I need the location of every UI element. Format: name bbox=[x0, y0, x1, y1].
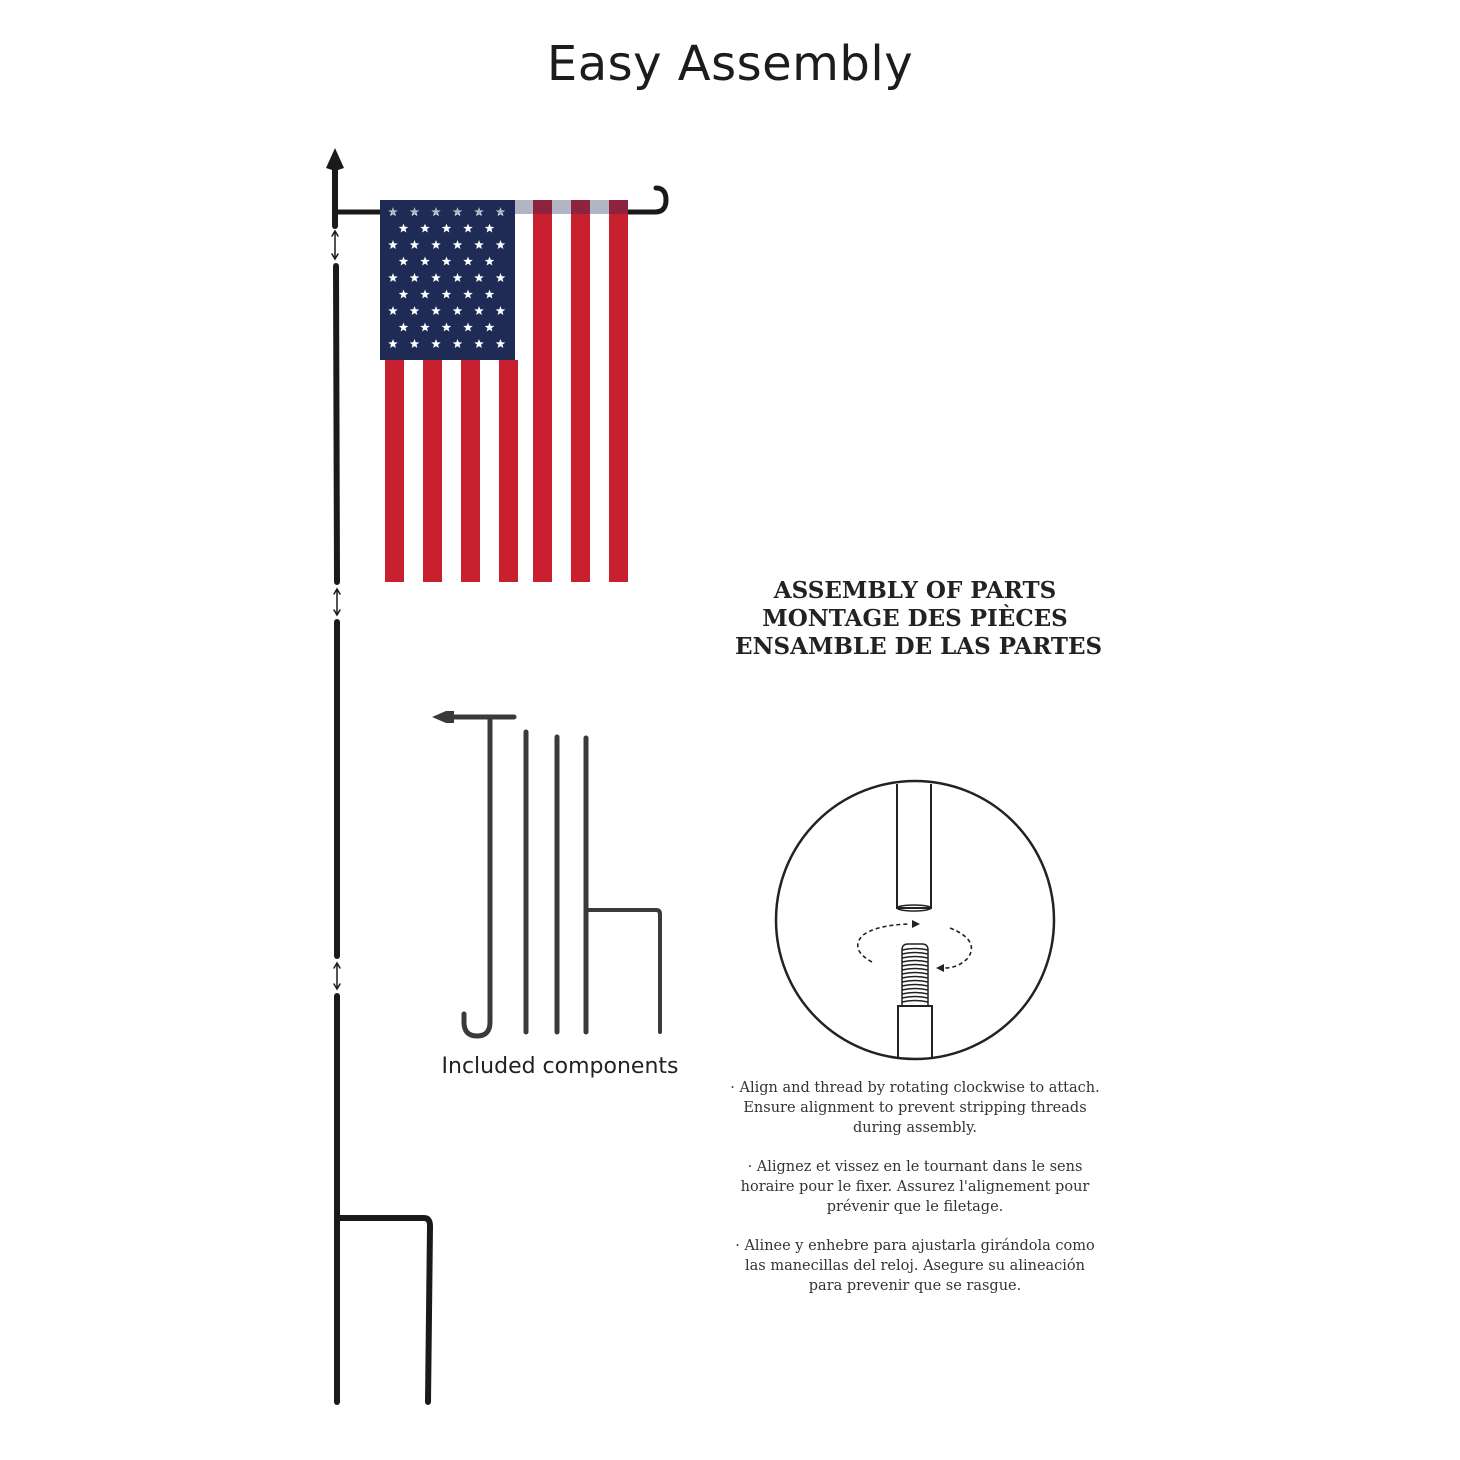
flag-canton bbox=[380, 200, 515, 360]
top-hook-piece bbox=[464, 717, 490, 1036]
joint-marker-icon bbox=[334, 589, 340, 615]
finial-icon bbox=[432, 711, 446, 723]
upper-tube bbox=[897, 784, 931, 908]
stake-leg bbox=[586, 910, 660, 1032]
instruction-fr: · Alignez et vissez en le tournant dans le sens horaire pour le fixer. Assurez l'alignement pour prévenir que le filetage. bbox=[740, 1159, 1090, 1215]
flag-stripe bbox=[533, 200, 552, 582]
included-components bbox=[432, 711, 660, 1036]
american-flag bbox=[380, 200, 628, 582]
detail-circle bbox=[776, 781, 1054, 1059]
flag-stripe bbox=[609, 200, 628, 582]
assembly-instructions bbox=[730, 1078, 1100, 1315]
instruction-es: · Alinee y enhebre para ajustarla girándola como las manecillas del reloj. Asegure su alineación para prevenir que se rasgue. bbox=[735, 1238, 1095, 1294]
flag-stripe bbox=[499, 360, 518, 582]
pole-finial-icon bbox=[326, 148, 344, 180]
joint-marker-icon bbox=[332, 231, 338, 259]
assembly-heading-es: ENSAMBLE DE LAS PARTES bbox=[735, 633, 1103, 660]
threaded-screw-icon bbox=[902, 944, 928, 1006]
assembly-heading-fr: MONTAGE DES PIÈCES bbox=[762, 605, 1068, 632]
assembly-heading-en: ASSEMBLY OF PARTS bbox=[773, 577, 1057, 604]
flag-stripe bbox=[461, 360, 480, 582]
flag-stripe bbox=[571, 200, 590, 582]
rotation-arrow-icon bbox=[945, 928, 971, 968]
flag-stripe bbox=[385, 360, 404, 582]
components-label: Included components bbox=[441, 1054, 679, 1079]
thread-detail-diagram bbox=[776, 781, 1054, 1059]
assembly-heading bbox=[735, 577, 1103, 661]
lower-tube bbox=[898, 1006, 932, 1057]
instruction-en: · Align and thread by rotating clockwise to attach. Ensure alignment to prevent stripping threads during assembly. bbox=[730, 1080, 1100, 1136]
ground-stake bbox=[337, 1218, 430, 1402]
page-title: Easy Assembly bbox=[546, 36, 914, 92]
joint-marker-icon bbox=[334, 963, 340, 989]
flag-stripe bbox=[423, 360, 442, 582]
